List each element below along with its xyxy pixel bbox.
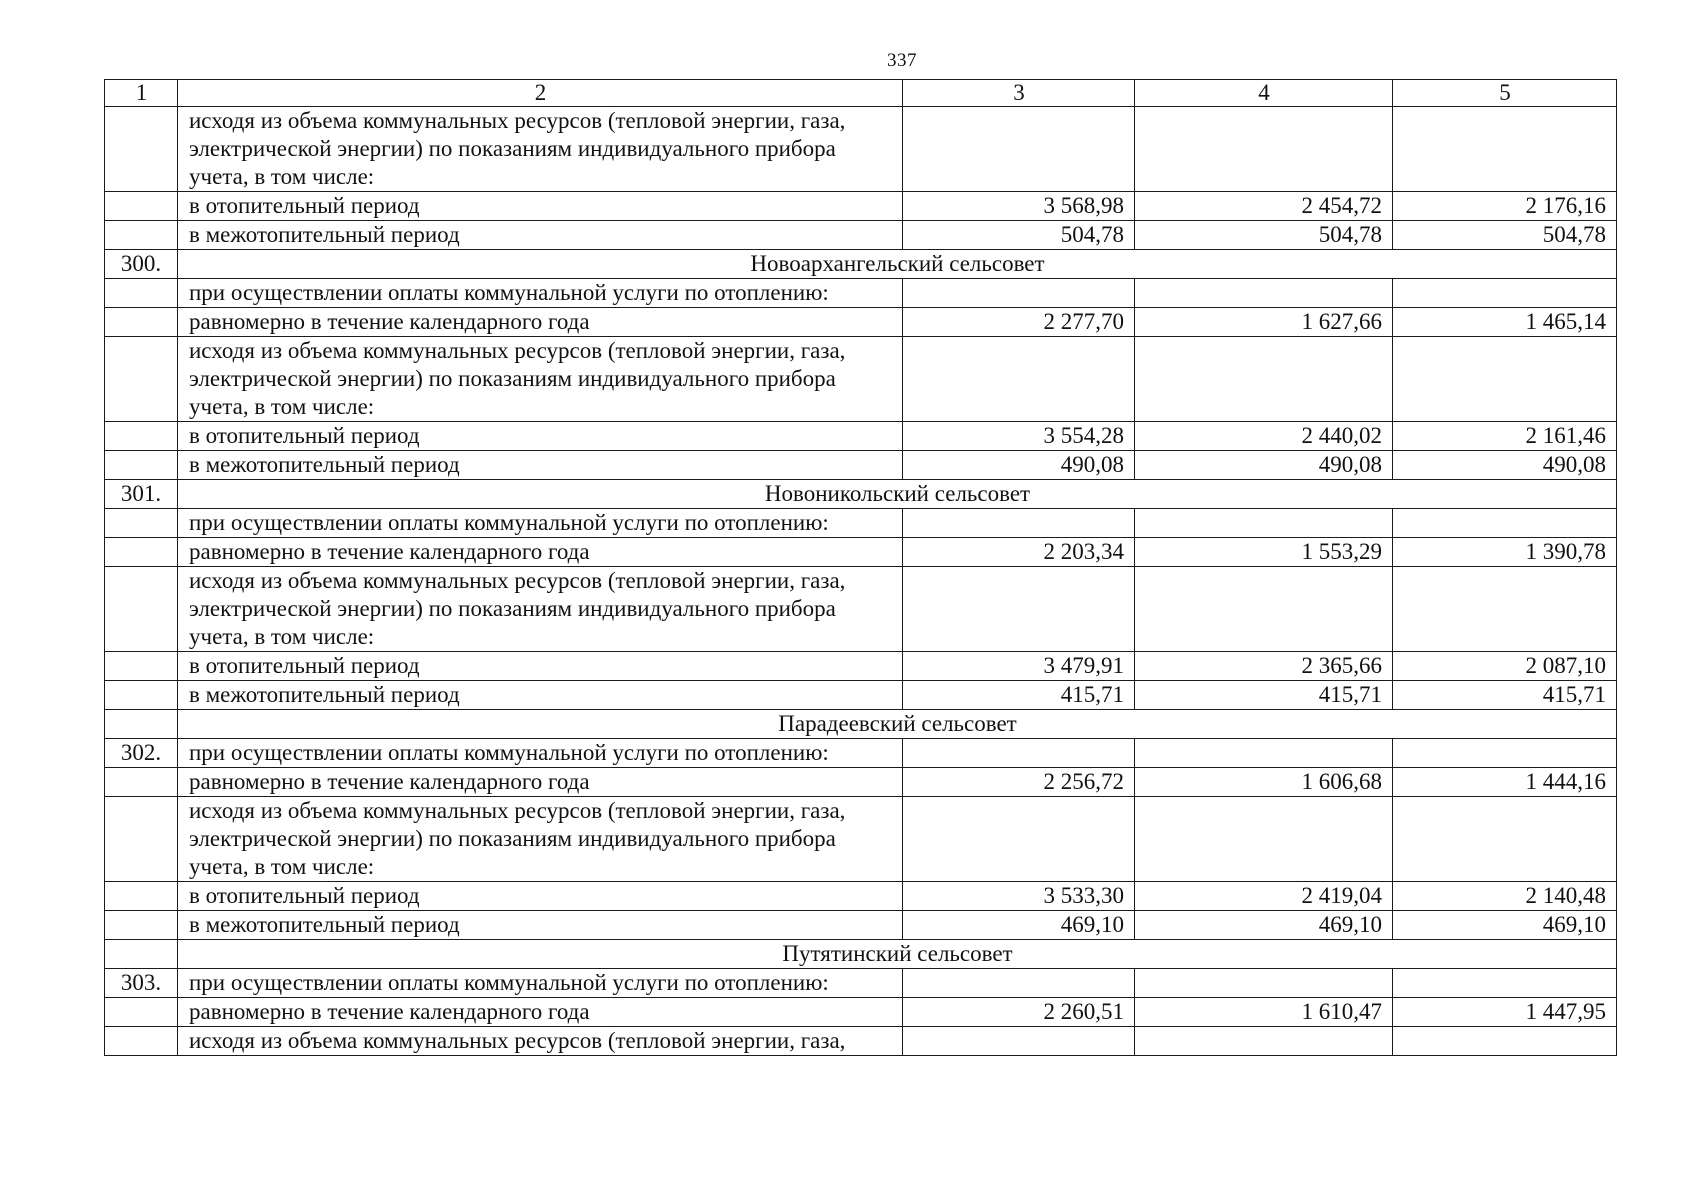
value-column-3	[903, 797, 1135, 882]
row-description: исходя из объема коммунальных ресурсов (тепловой энергии, газа,	[178, 1027, 903, 1056]
value-column-5	[1393, 1027, 1617, 1056]
value-column-5: 1 447,95	[1393, 998, 1617, 1027]
table-row	[105, 739, 1617, 768]
value-column-4	[1135, 107, 1393, 192]
row-number	[105, 308, 178, 337]
table-row	[105, 107, 1617, 192]
table-row	[105, 998, 1617, 1027]
value-column-3	[903, 107, 1135, 192]
value-column-4: 1 553,29	[1135, 538, 1393, 567]
row-number	[105, 279, 178, 308]
table-row	[105, 969, 1617, 998]
value-column-4: 504,78	[1135, 221, 1393, 250]
page-number: 337	[887, 50, 917, 71]
value-column-5: 2 161,46	[1393, 422, 1617, 451]
value-column-4: 2 440,02	[1135, 422, 1393, 451]
value-column-5: 1 444,16	[1393, 768, 1617, 797]
value-column-5	[1393, 279, 1617, 308]
row-number	[105, 509, 178, 538]
row-number	[105, 567, 178, 652]
value-column-5: 2 176,16	[1393, 192, 1617, 221]
column-number-header: 1	[105, 80, 178, 107]
value-column-3	[903, 509, 1135, 538]
row-description: равномерно в течение календарного года	[178, 308, 903, 337]
row-number	[105, 337, 178, 422]
row-number	[105, 681, 178, 710]
row-number	[105, 768, 178, 797]
row-description: исходя из объема коммунальных ресурсов (тепловой энергии, газа, электрической энергии) по показаниям индивидуального прибора учета, в том числе:	[178, 337, 903, 422]
row-number	[105, 911, 178, 940]
row-number	[105, 940, 178, 969]
value-column-3: 2 260,51	[903, 998, 1135, 1027]
row-description: в отопительный период	[178, 652, 903, 681]
column-number-header: 3	[903, 80, 1135, 107]
value-column-4: 2 419,04	[1135, 882, 1393, 911]
value-column-3	[903, 739, 1135, 768]
row-description: равномерно в течение календарного года	[178, 998, 903, 1027]
table-row	[105, 192, 1617, 221]
value-column-5: 469,10	[1393, 911, 1617, 940]
row-description: в межотопительный период	[178, 221, 903, 250]
table-row	[105, 1027, 1617, 1056]
value-column-5	[1393, 969, 1617, 998]
section-title: Путятинский сельсовет	[178, 940, 1617, 969]
value-column-4	[1135, 739, 1393, 768]
row-description: в отопительный период	[178, 422, 903, 451]
row-number	[105, 221, 178, 250]
value-column-3: 2 256,72	[903, 768, 1135, 797]
table-row	[105, 279, 1617, 308]
column-number-header: 4	[1135, 80, 1393, 107]
table-row	[105, 911, 1617, 940]
value-column-5	[1393, 567, 1617, 652]
value-column-5: 2 140,48	[1393, 882, 1617, 911]
row-description: равномерно в течение календарного года	[178, 538, 903, 567]
row-description: при осуществлении оплаты коммунальной услуги по отоплению:	[178, 279, 903, 308]
table-row	[105, 538, 1617, 567]
value-column-5: 415,71	[1393, 681, 1617, 710]
row-description: при осуществлении оплаты коммунальной услуги по отоплению:	[178, 969, 903, 998]
row-description: в межотопительный период	[178, 911, 903, 940]
value-column-4: 490,08	[1135, 451, 1393, 480]
value-column-4	[1135, 337, 1393, 422]
row-number	[105, 107, 178, 192]
value-column-3: 3 568,98	[903, 192, 1135, 221]
table-body	[105, 80, 1617, 1056]
row-number: 303.	[105, 969, 178, 998]
value-column-4	[1135, 797, 1393, 882]
row-description: в межотопительный период	[178, 451, 903, 480]
value-column-4: 1 606,68	[1135, 768, 1393, 797]
row-number	[105, 998, 178, 1027]
value-column-5	[1393, 797, 1617, 882]
row-number: 302.	[105, 739, 178, 768]
section-header-row	[105, 940, 1617, 969]
value-column-3: 415,71	[903, 681, 1135, 710]
table-row	[105, 681, 1617, 710]
row-description: при осуществлении оплаты коммунальной услуги по отоплению:	[178, 509, 903, 538]
value-column-5: 1 390,78	[1393, 538, 1617, 567]
row-number	[105, 710, 178, 739]
section-header-row	[105, 480, 1617, 509]
row-number	[105, 652, 178, 681]
value-column-3	[903, 969, 1135, 998]
row-description: исходя из объема коммунальных ресурсов (тепловой энергии, газа, электрической энергии) по показаниям индивидуального прибора учета, в том числе:	[178, 797, 903, 882]
table-row	[105, 768, 1617, 797]
value-column-4	[1135, 567, 1393, 652]
value-column-5	[1393, 739, 1617, 768]
tariff-table	[104, 79, 1617, 1056]
value-column-5: 490,08	[1393, 451, 1617, 480]
table-row	[105, 797, 1617, 882]
section-header-row	[105, 710, 1617, 739]
table-row	[105, 221, 1617, 250]
value-column-5	[1393, 337, 1617, 422]
row-number	[105, 422, 178, 451]
value-column-3: 3 554,28	[903, 422, 1135, 451]
value-column-5	[1393, 107, 1617, 192]
value-column-3: 3 479,91	[903, 652, 1135, 681]
row-description: при осуществлении оплаты коммунальной услуги по отоплению:	[178, 739, 903, 768]
row-number	[105, 1027, 178, 1056]
value-column-5	[1393, 509, 1617, 538]
value-column-3	[903, 567, 1135, 652]
value-column-4: 2 454,72	[1135, 192, 1393, 221]
value-column-4: 469,10	[1135, 911, 1393, 940]
row-number	[105, 538, 178, 567]
value-column-4	[1135, 509, 1393, 538]
table-row	[105, 882, 1617, 911]
value-column-3	[903, 279, 1135, 308]
column-number-header: 5	[1393, 80, 1617, 107]
table-row	[105, 308, 1617, 337]
section-title: Новоархангельский сельсовет	[178, 250, 1617, 279]
value-column-3: 490,08	[903, 451, 1135, 480]
value-column-3: 2 203,34	[903, 538, 1135, 567]
table-row	[105, 652, 1617, 681]
value-column-3	[903, 1027, 1135, 1056]
column-number-header: 2	[178, 80, 903, 107]
row-number: 300.	[105, 250, 178, 279]
row-description: в отопительный период	[178, 192, 903, 221]
section-title: Парадеевский сельсовет	[178, 710, 1617, 739]
value-column-4	[1135, 279, 1393, 308]
value-column-4: 1 610,47	[1135, 998, 1393, 1027]
row-description: исходя из объема коммунальных ресурсов (тепловой энергии, газа, электрической энергии) по показаниям индивидуального прибора учета, в том числе:	[178, 567, 903, 652]
value-column-3: 469,10	[903, 911, 1135, 940]
row-description: в отопительный период	[178, 882, 903, 911]
table-row	[105, 422, 1617, 451]
row-number	[105, 797, 178, 882]
row-description: исходя из объема коммунальных ресурсов (тепловой энергии, газа, электрической энергии) по показаниям индивидуального прибора учета, в том числе:	[178, 107, 903, 192]
table-row	[105, 451, 1617, 480]
value-column-4: 2 365,66	[1135, 652, 1393, 681]
value-column-5: 1 465,14	[1393, 308, 1617, 337]
value-column-3	[903, 337, 1135, 422]
table-row	[105, 509, 1617, 538]
value-column-3: 504,78	[903, 221, 1135, 250]
value-column-3: 2 277,70	[903, 308, 1135, 337]
row-description: в межотопительный период	[178, 681, 903, 710]
table-row	[105, 337, 1617, 422]
value-column-3: 3 533,30	[903, 882, 1135, 911]
value-column-5: 504,78	[1393, 221, 1617, 250]
table-row	[105, 567, 1617, 652]
row-number	[105, 451, 178, 480]
column-number-header-row	[105, 80, 1617, 107]
value-column-4: 415,71	[1135, 681, 1393, 710]
row-description: равномерно в течение календарного года	[178, 768, 903, 797]
value-column-5: 2 087,10	[1393, 652, 1617, 681]
value-column-4	[1135, 969, 1393, 998]
row-number	[105, 192, 178, 221]
row-number	[105, 882, 178, 911]
section-header-row	[105, 250, 1617, 279]
row-number: 301.	[105, 480, 178, 509]
section-title: Новоникольский сельсовет	[178, 480, 1617, 509]
value-column-4: 1 627,66	[1135, 308, 1393, 337]
value-column-4	[1135, 1027, 1393, 1056]
